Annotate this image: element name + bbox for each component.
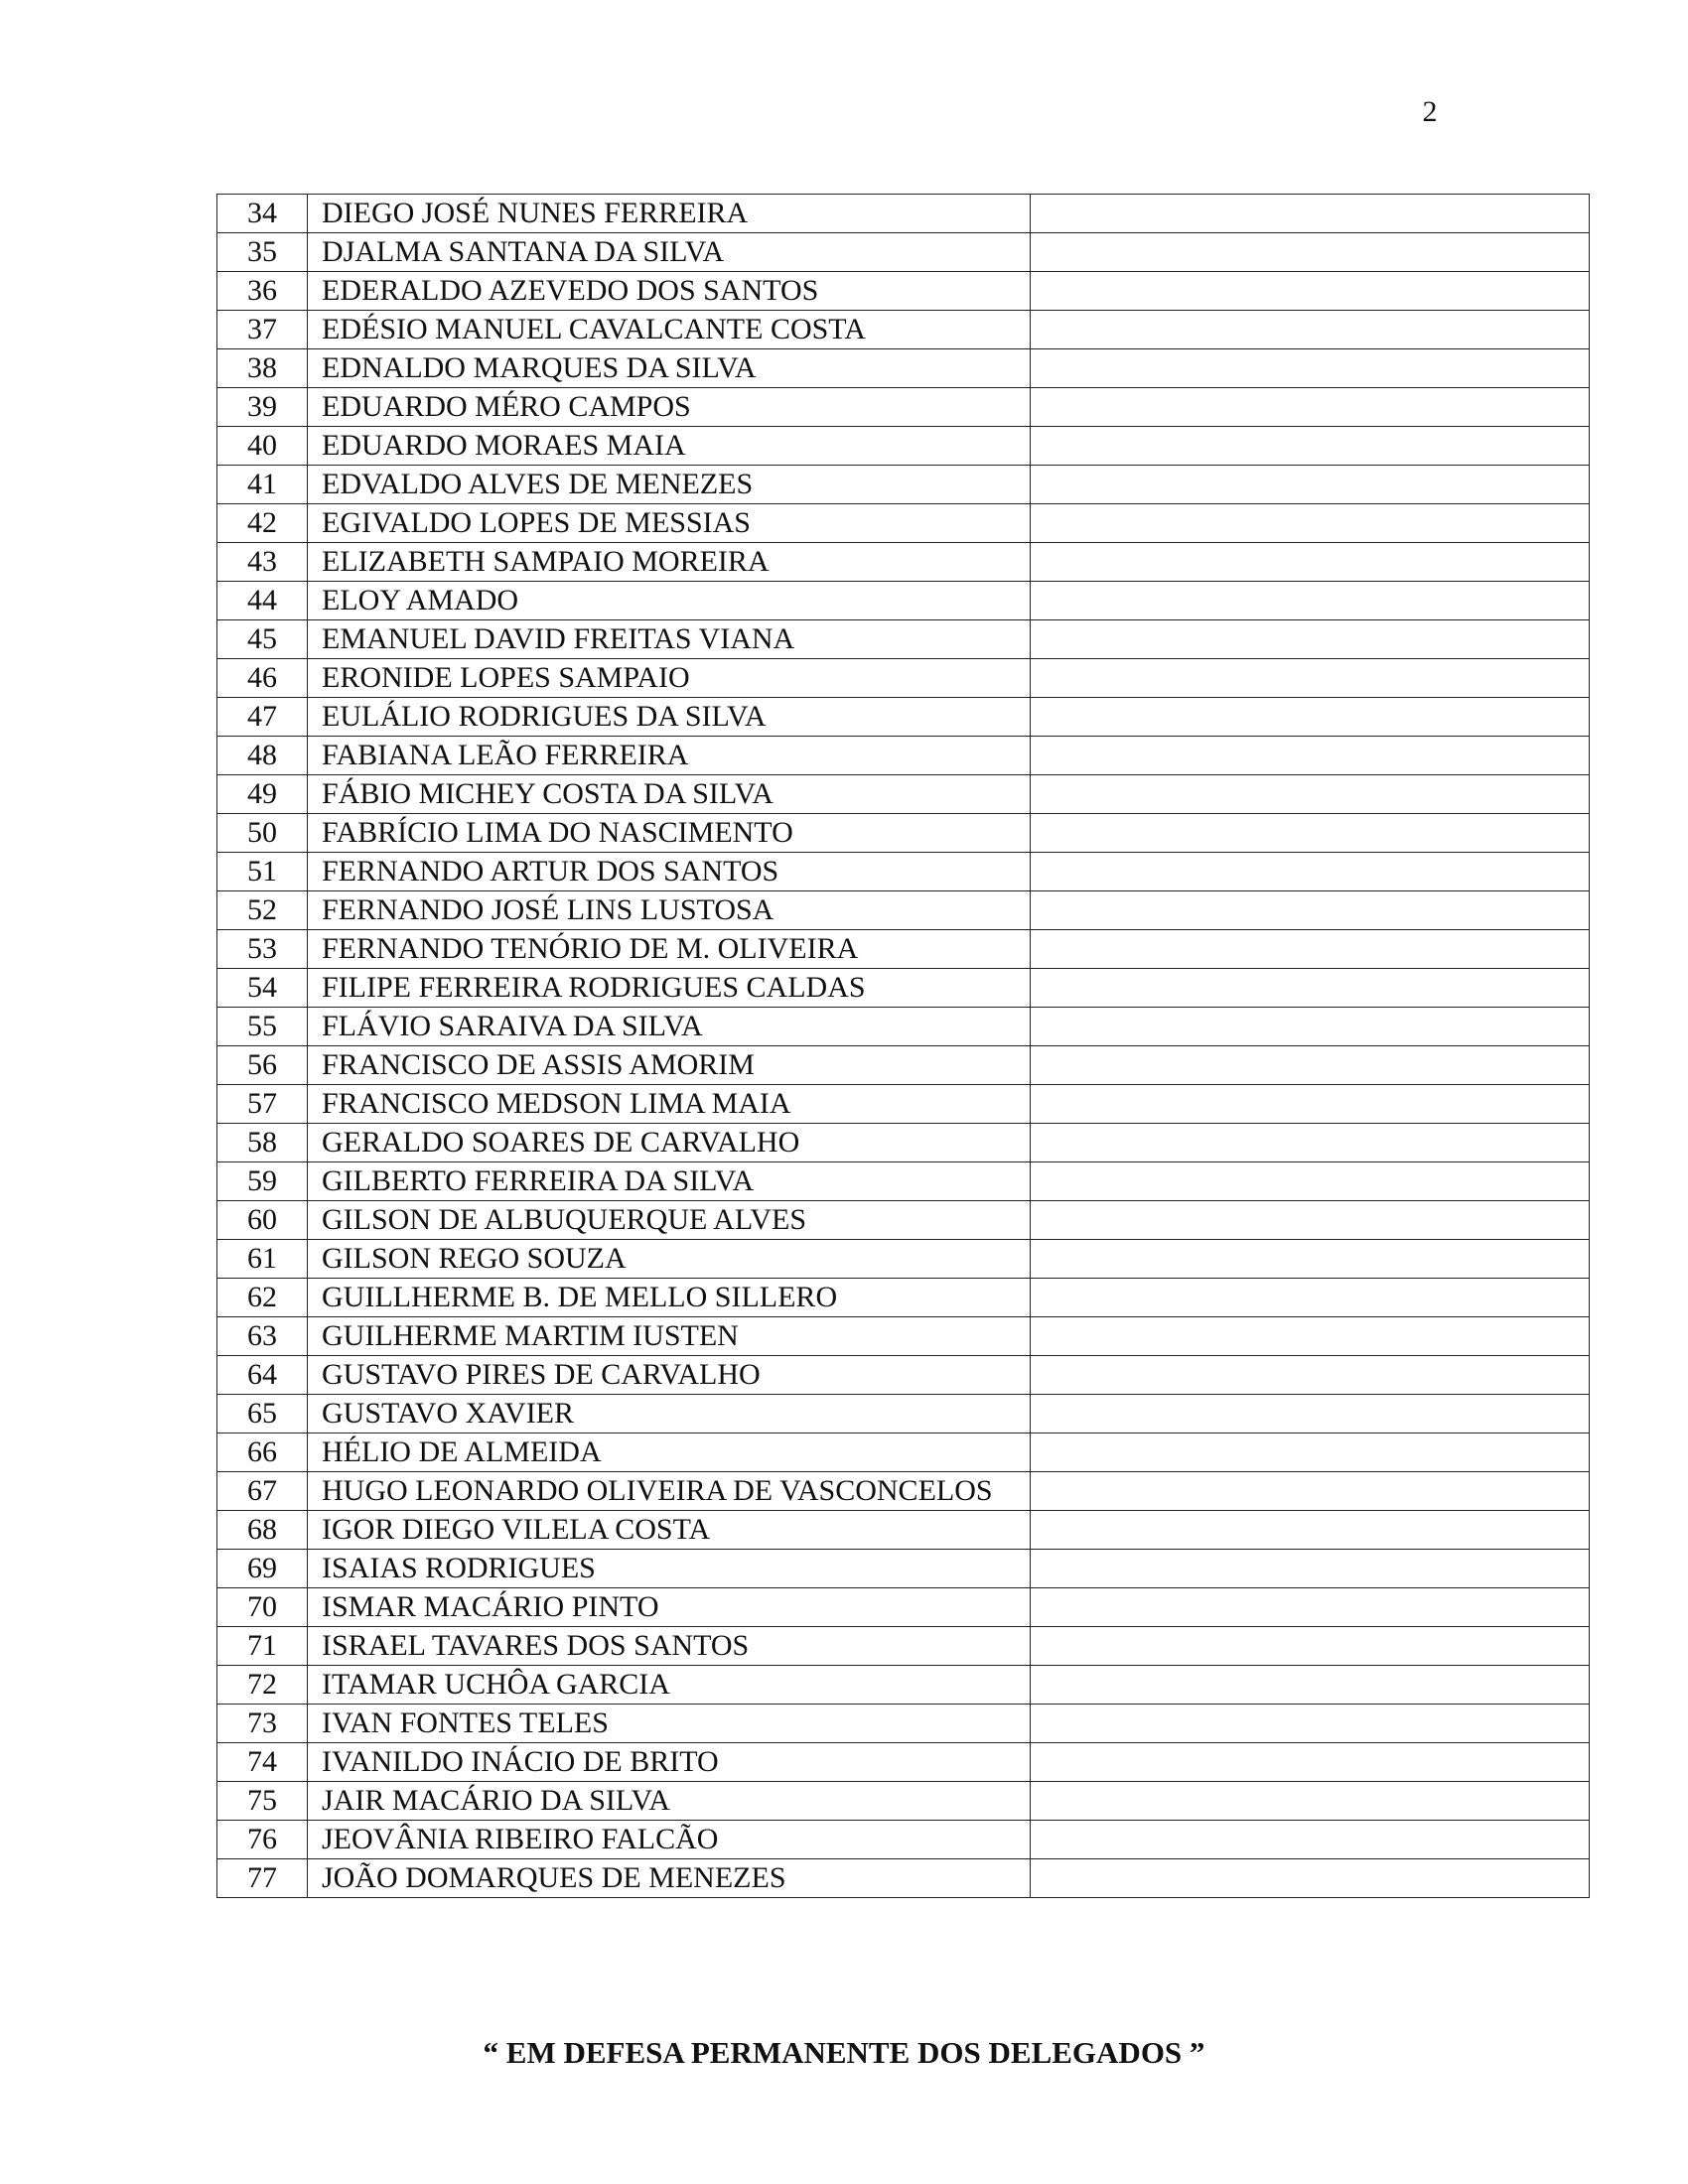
row-number: 46: [217, 659, 308, 698]
table-row: [217, 1511, 1590, 1550]
delegate-name: IVAN FONTES TELES: [308, 1705, 1031, 1743]
blank-cell: [1031, 737, 1590, 775]
row-number: 38: [217, 349, 308, 388]
delegate-name: EDUARDO MÉRO CAMPOS: [308, 388, 1031, 427]
table-row: [217, 1588, 1590, 1627]
roster-table: [216, 194, 1590, 1898]
blank-cell: [1031, 195, 1590, 233]
table-row: [217, 1162, 1590, 1201]
row-number: 52: [217, 891, 308, 930]
footer-motto: “ EM DEFESA PERMANENTE DOS DELEGADOS ”: [483, 2035, 1205, 2070]
blank-cell: [1031, 1395, 1590, 1433]
delegate-name: ISAIAS RODRIGUES: [308, 1550, 1031, 1588]
blank-cell: [1031, 1782, 1590, 1821]
blank-cell: [1031, 1705, 1590, 1743]
delegate-name: ITAMAR UCHÔA GARCIA: [308, 1666, 1031, 1705]
table-row: [217, 1666, 1590, 1705]
row-number: 70: [217, 1588, 308, 1627]
row-number: 34: [217, 195, 308, 233]
table-row: [217, 311, 1590, 349]
delegate-name: JOÃO DOMARQUES DE MENEZES: [308, 1859, 1031, 1898]
blank-cell: [1031, 466, 1590, 504]
blank-cell: [1031, 930, 1590, 969]
table-row: [217, 1356, 1590, 1395]
delegate-name: FÁBIO MICHEY COSTA DA SILVA: [308, 775, 1031, 814]
delegate-name: GUILHERME MARTIM IUSTEN: [308, 1317, 1031, 1356]
table-row: [217, 1317, 1590, 1356]
delegate-name: GERALDO SOARES DE CARVALHO: [308, 1124, 1031, 1162]
table-row: [217, 1240, 1590, 1279]
table-row: [217, 620, 1590, 659]
blank-cell: [1031, 1588, 1590, 1627]
delegate-name: GUSTAVO PIRES DE CARVALHO: [308, 1356, 1031, 1395]
blank-cell: [1031, 233, 1590, 272]
delegate-name: HÉLIO DE ALMEIDA: [308, 1433, 1031, 1472]
table-row: [217, 1705, 1590, 1743]
row-number: 72: [217, 1666, 308, 1705]
row-number: 40: [217, 427, 308, 466]
table-row: [217, 1395, 1590, 1433]
table-row: [217, 698, 1590, 737]
blank-cell: [1031, 582, 1590, 620]
table-row: [217, 1085, 1590, 1124]
blank-cell: [1031, 1279, 1590, 1317]
blank-cell: [1031, 1008, 1590, 1046]
row-number: 47: [217, 698, 308, 737]
blank-cell: [1031, 504, 1590, 543]
row-number: 44: [217, 582, 308, 620]
delegate-name: DIEGO JOSÉ NUNES FERREIRA: [308, 195, 1031, 233]
row-number: 53: [217, 930, 308, 969]
blank-cell: [1031, 1666, 1590, 1705]
page-number: 2: [1422, 95, 1438, 128]
row-number: 65: [217, 1395, 308, 1433]
delegate-name: ISRAEL TAVARES DOS SANTOS: [308, 1627, 1031, 1666]
row-number: 61: [217, 1240, 308, 1279]
row-number: 59: [217, 1162, 308, 1201]
delegate-name: ELIZABETH SAMPAIO MOREIRA: [308, 543, 1031, 582]
row-number: 37: [217, 311, 308, 349]
table-row: [217, 272, 1590, 311]
row-number: 55: [217, 1008, 308, 1046]
table-row: [217, 1550, 1590, 1588]
table-row: [217, 1201, 1590, 1240]
blank-cell: [1031, 891, 1590, 930]
blank-cell: [1031, 969, 1590, 1008]
row-number: 63: [217, 1317, 308, 1356]
delegate-name: EDÉSIO MANUEL CAVALCANTE COSTA: [308, 311, 1031, 349]
row-number: 49: [217, 775, 308, 814]
delegate-name: GUILLHERME B. DE MELLO SILLERO: [308, 1279, 1031, 1317]
row-number: 36: [217, 272, 308, 311]
blank-cell: [1031, 698, 1590, 737]
blank-cell: [1031, 1859, 1590, 1898]
blank-cell: [1031, 1046, 1590, 1085]
row-number: 57: [217, 1085, 308, 1124]
blank-cell: [1031, 1550, 1590, 1588]
row-number: 35: [217, 233, 308, 272]
delegate-name: EMANUEL DAVID FREITAS VIANA: [308, 620, 1031, 659]
blank-cell: [1031, 1085, 1590, 1124]
table-row: [217, 1859, 1590, 1898]
blank-cell: [1031, 620, 1590, 659]
row-number: 64: [217, 1356, 308, 1395]
row-number: 56: [217, 1046, 308, 1085]
table-row: [217, 1472, 1590, 1511]
blank-cell: [1031, 659, 1590, 698]
delegate-name: EDERALDO AZEVEDO DOS SANTOS: [308, 272, 1031, 311]
row-number: 71: [217, 1627, 308, 1666]
blank-cell: [1031, 1433, 1590, 1472]
row-number: 43: [217, 543, 308, 582]
row-number: 69: [217, 1550, 308, 1588]
blank-cell: [1031, 427, 1590, 466]
table-row: [217, 1627, 1590, 1666]
table-row: [217, 659, 1590, 698]
row-number: 73: [217, 1705, 308, 1743]
table-row: [217, 349, 1590, 388]
row-number: 42: [217, 504, 308, 543]
delegate-name: DJALMA SANTANA DA SILVA: [308, 233, 1031, 272]
row-number: 54: [217, 969, 308, 1008]
table-row: [217, 814, 1590, 853]
row-number: 39: [217, 388, 308, 427]
table-row: [217, 543, 1590, 582]
table-row: [217, 1821, 1590, 1859]
delegate-name: IVANILDO INÁCIO DE BRITO: [308, 1743, 1031, 1782]
row-number: 67: [217, 1472, 308, 1511]
blank-cell: [1031, 349, 1590, 388]
delegate-name: FABRÍCIO LIMA DO NASCIMENTO: [308, 814, 1031, 853]
row-number: 66: [217, 1433, 308, 1472]
table-row: [217, 388, 1590, 427]
blank-cell: [1031, 1743, 1590, 1782]
blank-cell: [1031, 775, 1590, 814]
delegate-name: FRANCISCO MEDSON LIMA MAIA: [308, 1085, 1031, 1124]
blank-cell: [1031, 1124, 1590, 1162]
delegate-name: FERNANDO JOSÉ LINS LUSTOSA: [308, 891, 1031, 930]
delegate-name: GILSON DE ALBUQUERQUE ALVES: [308, 1201, 1031, 1240]
table-row: [217, 853, 1590, 891]
table-row: [217, 930, 1590, 969]
row-number: 41: [217, 466, 308, 504]
table-row: [217, 233, 1590, 272]
blank-cell: [1031, 272, 1590, 311]
blank-cell: [1031, 388, 1590, 427]
delegate-name: FERNANDO TENÓRIO DE M. OLIVEIRA: [308, 930, 1031, 969]
blank-cell: [1031, 1472, 1590, 1511]
table-row: [217, 737, 1590, 775]
delegate-name: IGOR DIEGO VILELA COSTA: [308, 1511, 1031, 1550]
blank-cell: [1031, 853, 1590, 891]
delegate-name: EGIVALDO LOPES DE MESSIAS: [308, 504, 1031, 543]
row-number: 48: [217, 737, 308, 775]
row-number: 74: [217, 1743, 308, 1782]
row-number: 45: [217, 620, 308, 659]
blank-cell: [1031, 311, 1590, 349]
blank-cell: [1031, 814, 1590, 853]
delegate-name: JAIR MACÁRIO DA SILVA: [308, 1782, 1031, 1821]
delegate-name: ERONIDE LOPES SAMPAIO: [308, 659, 1031, 698]
blank-cell: [1031, 1162, 1590, 1201]
table-row: [217, 891, 1590, 930]
delegate-name: EDUARDO MORAES MAIA: [308, 427, 1031, 466]
table-row: [217, 1743, 1590, 1782]
blank-cell: [1031, 1201, 1590, 1240]
delegate-name: FLÁVIO SARAIVA DA SILVA: [308, 1008, 1031, 1046]
row-number: 50: [217, 814, 308, 853]
row-number: 58: [217, 1124, 308, 1162]
table-row: [217, 427, 1590, 466]
table-row: [217, 1782, 1590, 1821]
delegate-name: FRANCISCO DE ASSIS AMORIM: [308, 1046, 1031, 1085]
row-number: 60: [217, 1201, 308, 1240]
blank-cell: [1031, 1627, 1590, 1666]
delegate-name: EDNALDO MARQUES DA SILVA: [308, 349, 1031, 388]
table-row: [217, 1279, 1590, 1317]
row-number: 77: [217, 1859, 308, 1898]
delegate-name: GUSTAVO XAVIER: [308, 1395, 1031, 1433]
delegate-name: ELOY AMADO: [308, 582, 1031, 620]
blank-cell: [1031, 1356, 1590, 1395]
blank-cell: [1031, 543, 1590, 582]
delegate-name: FILIPE FERREIRA RODRIGUES CALDAS: [308, 969, 1031, 1008]
delegate-name: JEOVÂNIA RIBEIRO FALCÃO: [308, 1821, 1031, 1859]
table-row: [217, 582, 1590, 620]
delegate-name: GILBERTO FERREIRA DA SILVA: [308, 1162, 1031, 1201]
blank-cell: [1031, 1821, 1590, 1859]
delegate-name: ISMAR MACÁRIO PINTO: [308, 1588, 1031, 1627]
row-number: 62: [217, 1279, 308, 1317]
delegate-name: GILSON REGO SOUZA: [308, 1240, 1031, 1279]
table-row: [217, 195, 1590, 233]
blank-cell: [1031, 1240, 1590, 1279]
delegate-name: FABIANA LEÃO FERREIRA: [308, 737, 1031, 775]
row-number: 76: [217, 1821, 308, 1859]
table-row: [217, 969, 1590, 1008]
table-row: [217, 1046, 1590, 1085]
delegate-name: EULÁLIO RODRIGUES DA SILVA: [308, 698, 1031, 737]
blank-cell: [1031, 1317, 1590, 1356]
table-row: [217, 504, 1590, 543]
delegate-name: HUGO LEONARDO OLIVEIRA DE VASCONCELOS: [308, 1472, 1031, 1511]
table-row: [217, 775, 1590, 814]
table-row: [217, 1124, 1590, 1162]
row-number: 75: [217, 1782, 308, 1821]
roster-table-body: [217, 195, 1590, 1898]
row-number: 51: [217, 853, 308, 891]
blank-cell: [1031, 1511, 1590, 1550]
table-row: [217, 1008, 1590, 1046]
delegate-name: FERNANDO ARTUR DOS SANTOS: [308, 853, 1031, 891]
table-row: [217, 1433, 1590, 1472]
row-number: 68: [217, 1511, 308, 1550]
delegate-name: EDVALDO ALVES DE MENEZES: [308, 466, 1031, 504]
table-row: [217, 466, 1590, 504]
